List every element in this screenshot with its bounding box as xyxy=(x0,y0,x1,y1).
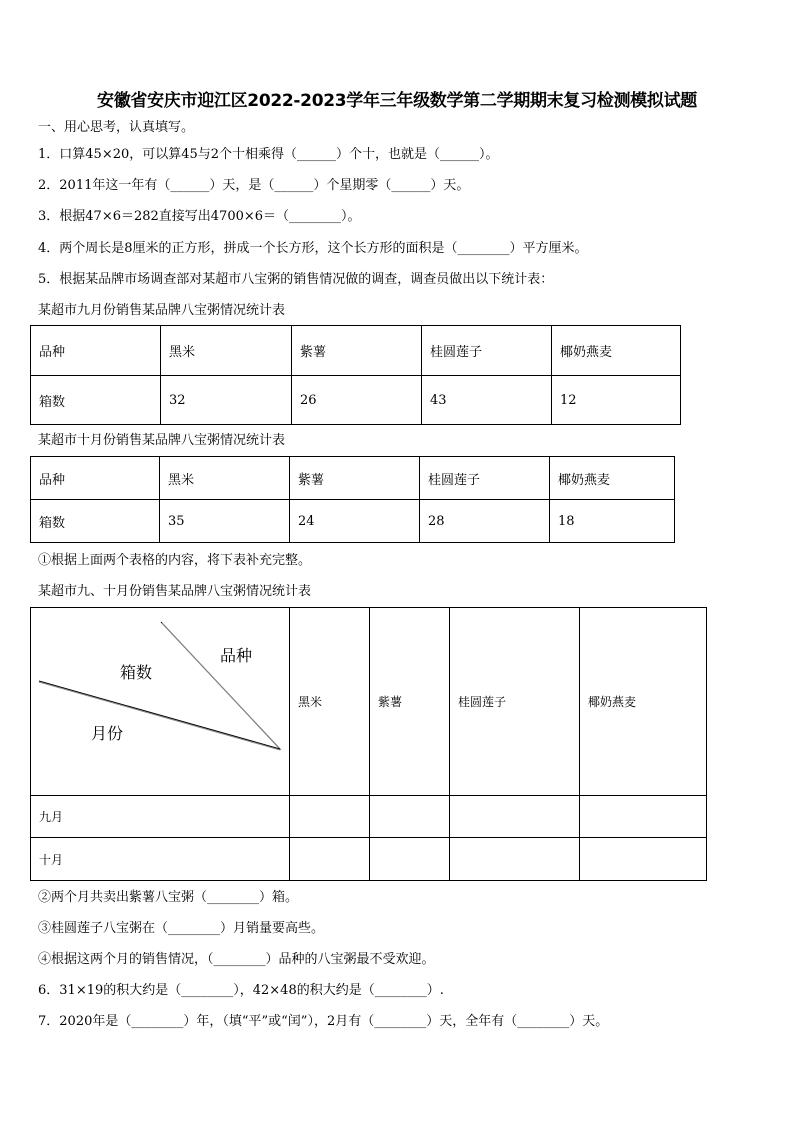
table-cell: 紫薯 xyxy=(292,326,422,376)
diagonal-header-cell xyxy=(31,608,290,796)
table-header-row xyxy=(31,326,681,376)
question-6: 6．31×19的积大约是（________），42×48的积大约是（________）. xyxy=(38,983,444,998)
table-caption-october: 某超市十月份销售某品牌八宝粥情况统计表 xyxy=(38,433,286,448)
diagonal-label-variety: 品种 xyxy=(220,646,253,665)
table-october xyxy=(30,456,675,543)
table-cell-blank xyxy=(370,796,450,838)
table-header-row xyxy=(31,608,707,796)
table-cell: 椰奶燕麦 xyxy=(552,326,681,376)
table-cell: 26 xyxy=(292,376,422,425)
table-cell: 紫薯 xyxy=(290,457,420,500)
table-cell-blank xyxy=(580,838,707,881)
table-caption-combined: 某超市九、十月份销售某品牌八宝粥情况统计表 xyxy=(38,584,312,599)
table-cell: 箱数 xyxy=(31,500,160,543)
table-cell: 黑米 xyxy=(290,608,370,796)
table-combined xyxy=(30,607,707,881)
page-title: 安徽省安庆市迎江区2022-2023学年三年级数学第二学期期末复习检测模拟试题 xyxy=(97,91,697,111)
section-heading: 一、用心思考，认真填写。 xyxy=(38,120,195,135)
table-cell: 28 xyxy=(420,500,550,543)
table-cell: 24 xyxy=(290,500,420,543)
diagonal-label-month: 月份 xyxy=(91,724,124,743)
question-5: 5．根据某品牌市场调查部对某超市八宝粥的销售情况做的调查，调查员做出以下统计表： xyxy=(38,272,554,287)
question-4: 4．两个周长是8厘米的正方形，拼成一个长方形，这个长方形的面积是（________）平方厘米。 xyxy=(38,241,588,256)
question-1: 1．口算45×20，可以算45与2个十相乘得（______）个十，也就是（______）。 xyxy=(38,147,499,162)
table-cell: 九月 xyxy=(31,796,290,838)
table-row xyxy=(31,376,681,425)
table-header-row xyxy=(31,457,675,500)
table-cell: 桂圆莲子 xyxy=(420,457,550,500)
table-cell-blank xyxy=(290,838,370,881)
table-cell: 椰奶燕麦 xyxy=(580,608,707,796)
question-2: 2．2011年这一年有（______）天，是（______）个星期零（______）天。 xyxy=(38,178,470,193)
table-row xyxy=(31,796,707,838)
table-cell: 35 xyxy=(160,500,290,543)
table-caption-september: 某超市九月份销售某品牌八宝粥情况统计表 xyxy=(38,303,286,318)
table-cell: 桂圆莲子 xyxy=(450,608,580,796)
table-cell: 黑米 xyxy=(160,457,290,500)
question-3: 3．根据47×6＝282直接写出4700×6＝（________）。 xyxy=(38,209,361,224)
table-cell: 箱数 xyxy=(31,376,161,425)
table-cell: 十月 xyxy=(31,838,290,881)
table-cell: 品种 xyxy=(31,326,161,376)
sub-question-2: ②两个月共卖出紫薯八宝粥（________）箱。 xyxy=(38,890,299,905)
table-cell: 12 xyxy=(552,376,681,425)
table-cell: 紫薯 xyxy=(370,608,450,796)
table-cell: 黑米 xyxy=(161,326,292,376)
table-cell-blank xyxy=(580,796,707,838)
sub-question-1: ①根据上面两个表格的内容，将下表补充完整。 xyxy=(38,553,312,568)
table-cell-blank xyxy=(370,838,450,881)
table-row xyxy=(31,838,707,881)
question-7: 7．2020年是（________）年，（填“平”或“闰”），2月有（________）天，全年有（________）天。 xyxy=(38,1014,609,1029)
table-cell: 椰奶燕麦 xyxy=(550,457,675,500)
table-row xyxy=(31,500,675,543)
sub-question-3: ③桂圆莲子八宝粥在（________）月销量要高些。 xyxy=(38,921,325,936)
table-cell-blank xyxy=(290,796,370,838)
table-cell: 32 xyxy=(161,376,292,425)
table-september xyxy=(30,325,681,425)
table-cell-blank xyxy=(450,796,580,838)
table-cell: 桂圆莲子 xyxy=(422,326,552,376)
table-cell: 18 xyxy=(550,500,675,543)
table-cell: 品种 xyxy=(31,457,160,500)
diagonal-lines xyxy=(31,608,289,796)
table-cell: 43 xyxy=(422,376,552,425)
diagonal-label-boxes: 箱数 xyxy=(120,663,153,682)
sub-question-4: ④根据这两个月的销售情况，（________）品种的八宝粥最不受欢迎。 xyxy=(38,952,435,967)
table-cell-blank xyxy=(450,838,580,881)
